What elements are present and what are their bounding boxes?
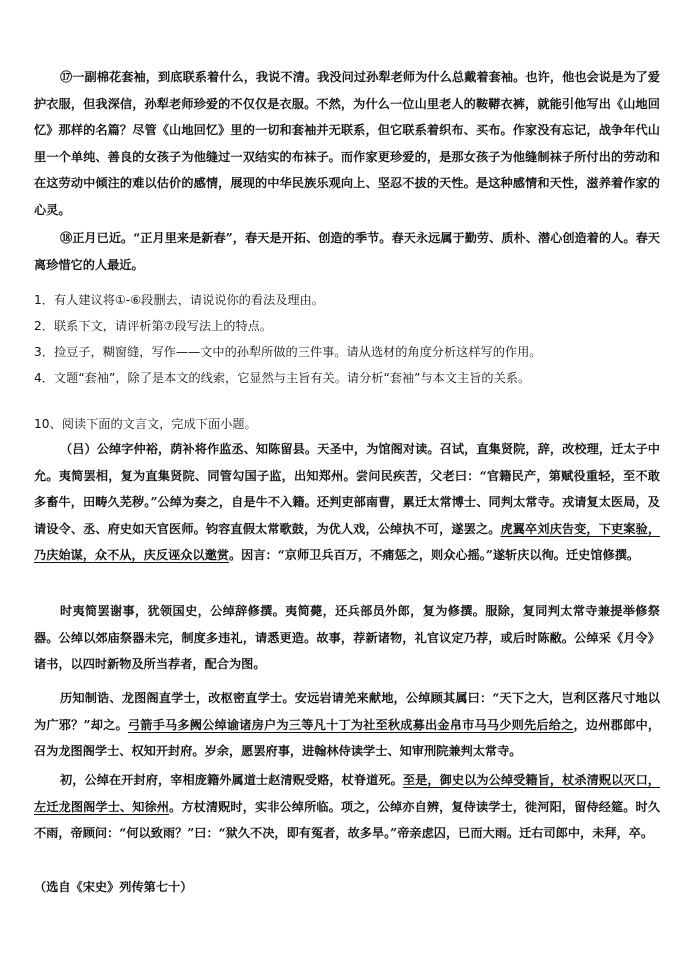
question-10-heading: 10、阅读下面的文言文，完成下面小题。 [34, 417, 257, 431]
classical-paragraph-3 [34, 685, 660, 765]
question-3: 3．捡豆子，糊窗缝，写作——文中的孙犁所做的三件事。请从选材的角度分析这样写的作用。 [34, 345, 542, 359]
question-2: 2．联系下文，请评析第⑦段写法上的特点。 [34, 319, 273, 333]
classical-p1-text-a: （吕）公绰字仲裕，荫补将作监丞、知陈留县。天圣中，为馆阁对读。召试，直集贤院，辞，改校理，迁太子中允。夷简罢相，复为直集贤院、同管勾国子监，出知郑州。尝问民疾苦，父老曰：“官籍民产，第赋役重轻，至不敢多畜牛，田畴久芜秽。”公绰为奏之，自是牛不入籍。还判吏部南曹，累迁太常博士、同判太常寺。戎请复太医局，及请设令、丞、府史如天官医师。钧容直假太常歌鼓，为优人戏，公绰执不可，遂罢之。 [34, 442, 660, 536]
classical-p3-text-a: 历知制诰、龙图阁直学士，改枢密直学士。安远岩请羌来献地，公绰顾其属曰：“天下之大，岂利区落尺寸地以为广邪？”却之。 [34, 691, 660, 732]
classical-p3-text-b: ，边州郡郎中，召为龙图阁学士、权知开封府。岁余，愿罢府事，进翰林侍读学士、知审刑院兼判太常寺。 [34, 717, 661, 758]
classical-paragraph-1 [34, 436, 660, 569]
classical-paragraph-2: 时夷简罢谢事，犹领国史，公绰辞修撰。夷简薨，还兵部员外郎，复为修撰。服除，复同判太常寺兼提举修祭器。公绰以郊庙祭器未完，制度多违礼，请悉更造。故事，荐新诸物，礼官议定乃荐，或后时陈敝。公绰采《月令》诸书，以四时新物及所当荐者，配合为图。 [34, 604, 660, 671]
source-citation: （选自《宋史》列传第七十） [34, 880, 193, 894]
underlined-sentence-2: 弓箭手马多阙公绰谕诸房户为三等凡十丁为社至秋成募出金帛市马马少则先后给之 [127, 717, 574, 732]
classical-paragraph-4 [34, 767, 660, 847]
underlined-sentence-3: 至是，御史以为公绰受籍旨，杖杀清贶以灭口，左迁龙图阁学士、知徐州 [34, 773, 660, 814]
classical-p1-text-b: 。因言：“京师卫兵百万，不痛惩之，则众心摇。”遂斩庆以徇。迁史馆修撰。 [229, 548, 640, 562]
classical-p4-text-b: 。方杖清贶时，实非公绰所临。项之，公绰亦自辨，复侍读学士，徙河阳，留侍经筵。时久不雨，帝顾问：“何以致雨？”曰：“狱久不决，即有冤者，故多旱。”帝亲虑囚，已而大雨。迁右司郎中，未拜，卒。 [34, 799, 661, 840]
question-4: 4．文题“套袖”，除了是本文的线索，它显然与主旨有关。请分析“套袖”与本文主旨的关系。 [34, 371, 531, 385]
paragraph-18: ⑱正月已近。“正月里来是新春”，春天是开拓、创造的季节。春天永远属于勤劳、质朴、潜心创造着的人。春天离珍惜它的人最近。 [34, 231, 660, 272]
classical-p4-text-a: 初，公绰在开封府，宰相庞籍外属道士赵清贶受赂，杖脊道死。 [60, 773, 403, 787]
paragraph-17: ⑰一副棉花套袖，到底联系着什么，我说不清。我没问过孙犁老师为什么总戴着套袖。也许，他也会说是为了爱护衣服，但我深信，孙犁老师珍爱的不仅仅是衣服。不然，为什么一位山里老人的鞍鞯衣裤，就能引他写出《山地回忆》那样的名篇？尽管《山地回忆》里的一切和套袖并无联系，但它联系着织布、买布。作家没有忘记，战争年代山里一个单纯、善良的女孩子为他缝过一双结实的布袜子。而作家更珍爱的，是那女孩子为他缝制袜子所付出的劳动和在这劳动中倾注的难以估价的感情，展现的中华民族乐观向上、坚忍不拔的天性。是这种感情和天性，滋养着作家的心灵。 [34, 70, 660, 217]
underlined-sentence-1: 虎翼卒刘庆告变，下吏案验，乃庆始谋，众不从，庆反诬众以邀赏 [34, 521, 661, 562]
question-1: 1．有人建议将①-⑥段删去，请说说你的看法及理由。 [34, 293, 324, 307]
